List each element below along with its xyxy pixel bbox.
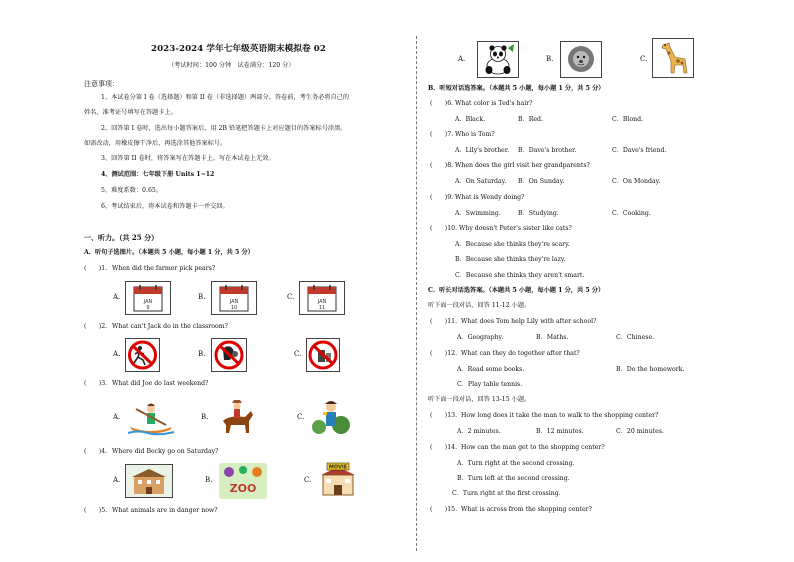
question-text: What is across from the shopping center? xyxy=(461,506,592,513)
question-number: ( )7. xyxy=(430,131,454,138)
question-number: ( )1. xyxy=(84,265,108,272)
question-number: ( )14. xyxy=(430,444,458,451)
option-b: B．Studying. xyxy=(518,210,559,217)
note-line: 5、难度系数：0.65。 xyxy=(101,187,163,194)
zoo-icon[interactable] xyxy=(218,462,268,500)
question-number: ( )4. xyxy=(84,448,108,455)
question-text: What did Joe do last weekend? xyxy=(112,380,209,387)
option-b: B．Do the homework. xyxy=(616,366,685,373)
question-text: How long does it take the man to walk to the shopping center? xyxy=(461,412,659,419)
option-a: A．Lily's brother. xyxy=(455,147,510,154)
calendar-icon[interactable] xyxy=(125,281,171,315)
question-number: ( )13. xyxy=(430,412,458,419)
exam-title: 2023-2024 学年七年级英语期末模拟卷 02 xyxy=(151,44,326,54)
question-number: ( )10. xyxy=(430,225,458,232)
note-line: 1、本试卷分第 I 卷（选择题）和第 II 卷（非选择题）两部分。答卷前，考生务必将自己的 xyxy=(101,94,350,101)
option-b: B．Turn left at the second crossing. xyxy=(457,475,570,482)
option-c: C．Play table tennis. xyxy=(457,381,523,388)
option-letter: B. xyxy=(201,413,209,421)
option-c: C．20 minutes. xyxy=(616,428,664,435)
option-b: B．Because she thinks they're lazy. xyxy=(455,256,566,263)
option-letter: C. xyxy=(287,293,295,301)
question-text: What is Wendy doing? xyxy=(455,194,525,201)
svg-text:11: 11 xyxy=(318,305,326,311)
question-text: What color is Ted's hair? xyxy=(455,100,533,107)
option-letter: C. xyxy=(640,55,648,63)
no-running-icon[interactable] xyxy=(125,338,160,372)
question-number: ( )9. xyxy=(430,194,454,201)
option-c: C．Cooking. xyxy=(612,210,651,217)
option-a: A．Turn right at the second crossing. xyxy=(457,460,575,467)
note-line: 如需改动，用橡皮擦干净后，再选涂其他答案标号。 xyxy=(84,140,227,147)
movie-text: MOVIE xyxy=(328,464,348,471)
question-number: ( )3. xyxy=(84,380,108,387)
svg-text:9: 9 xyxy=(146,305,150,311)
option-c: C．Dave's friend. xyxy=(612,147,667,154)
option-letter: B. xyxy=(198,350,206,358)
option-letter: C. xyxy=(304,476,312,484)
question-text: What animals are in danger now? xyxy=(112,507,218,514)
question-text: When did the farmer pick pears? xyxy=(112,265,216,272)
option-a: A．Swimming. xyxy=(455,210,501,217)
question-text: When does the girl visit her grandparents? xyxy=(455,162,590,169)
exam-subtitle: （考试时间：100 分钟 试卷满分：120 分） xyxy=(168,62,295,69)
option-c: C．Blond. xyxy=(612,116,644,123)
option-a: A．2 minutes. xyxy=(457,428,501,435)
note-line: 4、测试范围：七年级下册 Units 1~12 xyxy=(101,171,215,178)
movie-theater-icon[interactable] xyxy=(316,460,360,500)
dialogue-intro: 听下面一段对话，回答 11-12 小题。 xyxy=(428,302,531,309)
option-letter: C. xyxy=(297,413,305,421)
calendar-icon[interactable] xyxy=(211,281,257,315)
section-heading: 一、听力。（共 25 分） xyxy=(84,233,159,242)
part-a-heading: A．听句子选图片。（本题共 5 小题，每小题 1 分，共 5 分） xyxy=(84,249,254,256)
calendar-month: JAN xyxy=(229,299,239,305)
panda-icon[interactable] xyxy=(477,41,519,78)
question-number: ( )2. xyxy=(84,323,108,330)
option-letter: C. xyxy=(294,350,302,358)
option-a: A．On Saturday. xyxy=(455,178,507,185)
dialogue-intro: 听下面一段对话，回答 13-15 小题。 xyxy=(428,396,531,403)
question-text: What can they do together after that? xyxy=(461,350,580,357)
option-b: B．12 minutes. xyxy=(536,428,584,435)
option-b: B．On Sunday. xyxy=(518,178,565,185)
giraffe-icon[interactable] xyxy=(652,38,694,78)
question-text: How can the man get to the shopping center? xyxy=(461,444,605,451)
option-a: A．Geography. xyxy=(457,334,504,341)
option-a: A．Because she thinks they're scary. xyxy=(455,241,570,248)
option-b: B．Red. xyxy=(518,116,543,123)
question-number: ( )12. xyxy=(430,350,458,357)
part-b-heading: B．听短对话选答案。（本题共 5 小题，每小题 1 分，共 5 分） xyxy=(428,85,605,92)
option-c: C．Because she thinks they aren't smart. xyxy=(455,272,585,279)
option-letter: A. xyxy=(113,413,121,421)
calendar-month: JAN xyxy=(143,299,153,305)
calendar-icon[interactable] xyxy=(299,281,345,315)
question-text: Who is Tom? xyxy=(455,131,495,138)
option-a: A．Read some books. xyxy=(457,366,525,373)
note-line: 3、回答第 II 卷时，将答案写在答题卡上。写在本试卷上无效。 xyxy=(101,155,275,162)
option-letter: A. xyxy=(113,293,121,301)
lion-icon[interactable] xyxy=(560,41,602,78)
option-letter: B. xyxy=(546,55,554,63)
note-line: 6、考试结束后，将本试卷和答题卡一并交回。 xyxy=(101,203,229,210)
option-b: B．Maths. xyxy=(536,334,569,341)
building-icon[interactable] xyxy=(125,464,173,498)
no-drinking-icon[interactable] xyxy=(306,338,340,372)
farmer-icon[interactable] xyxy=(310,396,354,440)
option-c: C．Chinese. xyxy=(616,334,655,341)
note-line: 2、回答第 I 卷时，选出每小题答案后，用 2B 铅笔把答题卡上对应题目的答案标号涂黑。 xyxy=(101,125,347,132)
question-text: What does Tom help Lily with after school? xyxy=(461,318,597,325)
calendar-month: JAN xyxy=(317,299,327,305)
svg-text:10: 10 xyxy=(230,305,238,311)
option-letter: A. xyxy=(113,476,121,484)
option-letter: A. xyxy=(113,350,121,358)
question-number: ( )8. xyxy=(430,162,454,169)
no-eating-icon[interactable] xyxy=(211,338,247,372)
option-a: A．Black. xyxy=(455,116,486,123)
question-text: Why doesn't Peter's sister like cats? xyxy=(459,225,572,232)
question-number: ( )15. xyxy=(430,506,458,513)
option-letter: A. xyxy=(458,55,466,63)
question-number: ( )6. xyxy=(430,100,454,107)
part-c-heading: C．听长对话选答案。（本题共 5 小题，每小题 1 分，共 5 分） xyxy=(428,287,605,294)
option-letter: B. xyxy=(198,293,206,301)
option-c: C．Turn right at the first crossing. xyxy=(452,490,561,497)
zoo-text: ZOO xyxy=(229,482,257,495)
question-text: Where did Becky go on Saturday? xyxy=(112,448,219,455)
option-b: B．Dave's brother. xyxy=(518,147,577,154)
option-c: C．On Monday. xyxy=(612,178,661,185)
option-letter: B. xyxy=(205,476,213,484)
kayaking-icon[interactable] xyxy=(125,396,177,440)
horse-riding-icon[interactable] xyxy=(214,396,260,440)
note-line: 姓名、准考证号填写在答题卡上。 xyxy=(84,109,177,116)
notes-heading: 注意事项： xyxy=(84,80,119,88)
question-text: What can't Jack do in the classroom? xyxy=(112,323,228,330)
question-number: ( )5. xyxy=(84,507,108,514)
question-number: ( )11. xyxy=(430,318,458,325)
column-divider xyxy=(416,36,417,551)
